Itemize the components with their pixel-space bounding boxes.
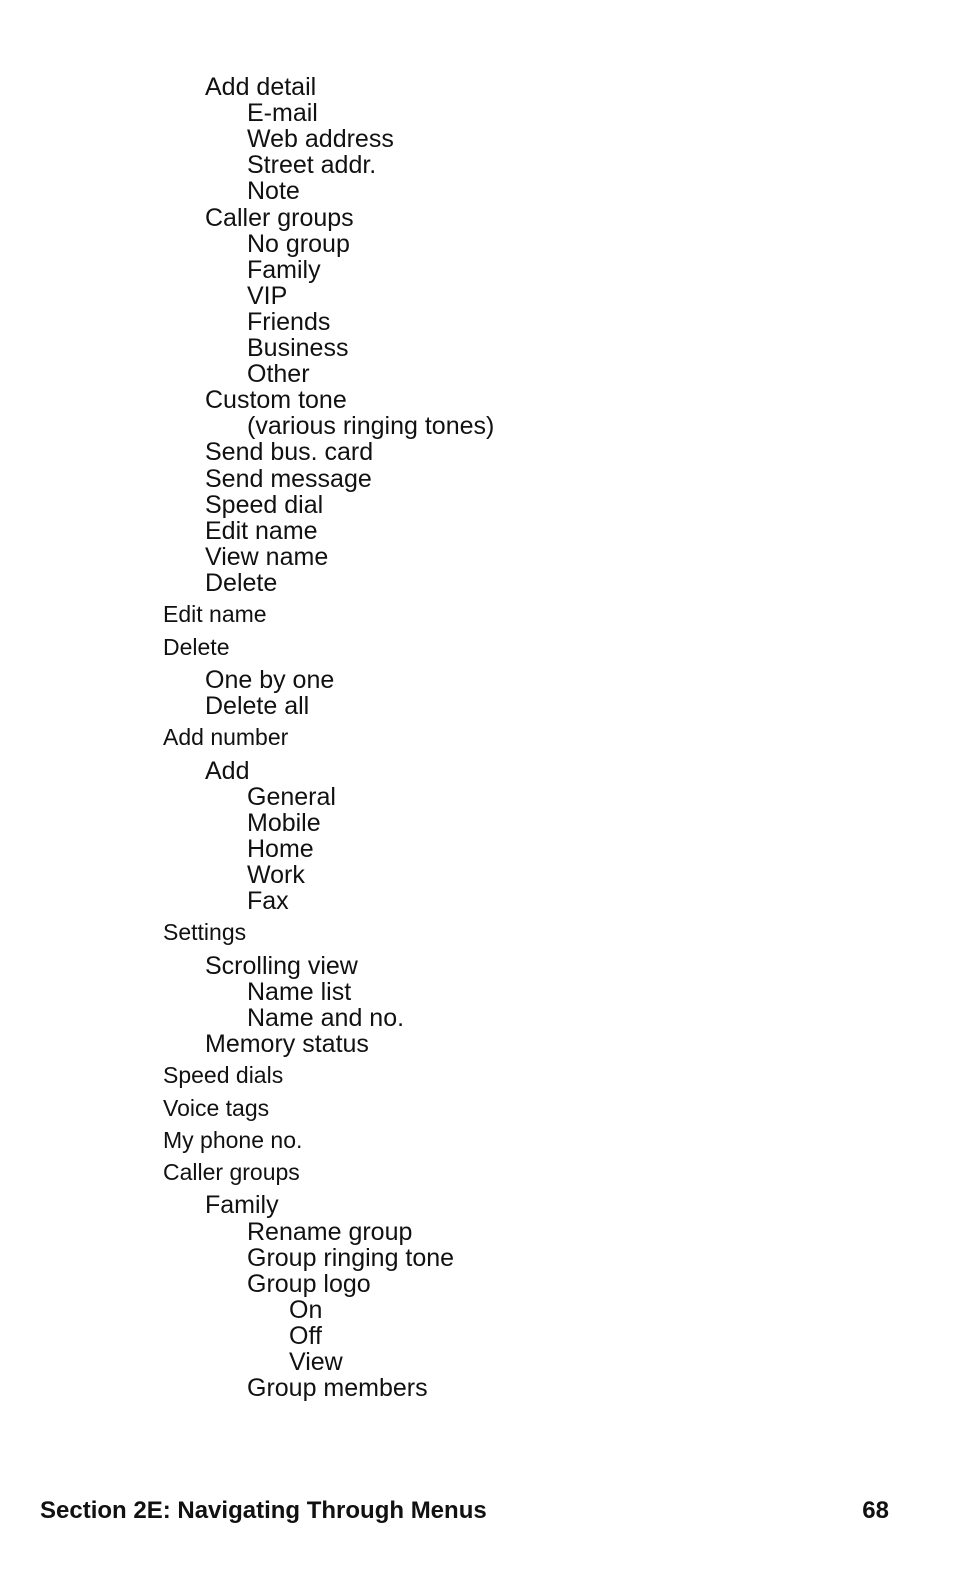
menu-item: Delete all: [205, 691, 310, 720]
menu-item: Friends: [247, 307, 331, 336]
menu-item: On: [289, 1295, 323, 1324]
menu-item: One by one: [205, 665, 335, 694]
menu-item: Memory status: [205, 1029, 369, 1058]
footer-section-title: Section 2E: Navigating Through Menus: [40, 1497, 487, 1524]
menu-item: Home: [247, 834, 314, 863]
menu-item: No group: [247, 229, 350, 258]
menu-item: Off: [289, 1321, 322, 1350]
menu-item: Street addr.: [247, 151, 377, 180]
menu-item: Family: [247, 255, 321, 284]
menu-item: Edit name: [205, 516, 318, 545]
footer-page-number: 68: [862, 1497, 889, 1524]
page-footer: [40, 1497, 889, 1527]
menu-item: General: [247, 782, 336, 811]
menu-item: View: [289, 1348, 343, 1376]
menu-item: Send bus. card: [205, 438, 374, 467]
menu-item: Rename group: [247, 1217, 413, 1246]
menu-item: Business: [247, 334, 349, 362]
menu-item: Note: [247, 177, 300, 206]
menu-item: Family: [205, 1191, 279, 1220]
menu-item: Custom tone: [205, 386, 347, 415]
menu-item: Group logo: [247, 1269, 371, 1298]
menu-item: Name list: [247, 977, 352, 1006]
menu-item: Group members: [247, 1374, 428, 1403]
menu-heading: Delete: [163, 633, 230, 660]
menu-item: Name and no.: [247, 1003, 405, 1032]
menu-item: Send message: [205, 464, 372, 493]
menu-item: Fax: [247, 887, 289, 915]
menu-item: (various ringing tones): [247, 412, 495, 441]
menu-heading: Caller groups: [163, 1159, 300, 1186]
menu-item: Group ringing tone: [247, 1243, 455, 1272]
menu-item: Mobile: [247, 808, 321, 837]
menu-item: Caller groups: [205, 203, 354, 232]
menu-heading: Settings: [163, 919, 247, 946]
menu-item: VIP: [247, 281, 288, 310]
menu-item: Delete: [205, 568, 278, 597]
menu-heading: Edit name: [163, 601, 267, 628]
menu-item: Add detail: [205, 73, 317, 101]
menu-item: E-mail: [247, 99, 318, 128]
menu-heading: Add number: [163, 724, 289, 751]
menu-heading: Speed dials: [163, 1062, 284, 1089]
menu-item: View name: [205, 542, 329, 571]
menu-item: Speed dial: [205, 490, 324, 519]
menu-item: Other: [247, 360, 310, 389]
menu-item: Web address: [247, 125, 394, 154]
menu-heading: Voice tags: [163, 1094, 270, 1121]
menu-item: Work: [247, 860, 305, 889]
menu-heading: My phone no.: [163, 1126, 303, 1153]
menu-item: Scrolling view: [205, 951, 358, 980]
menu-item: Add: [205, 756, 250, 785]
